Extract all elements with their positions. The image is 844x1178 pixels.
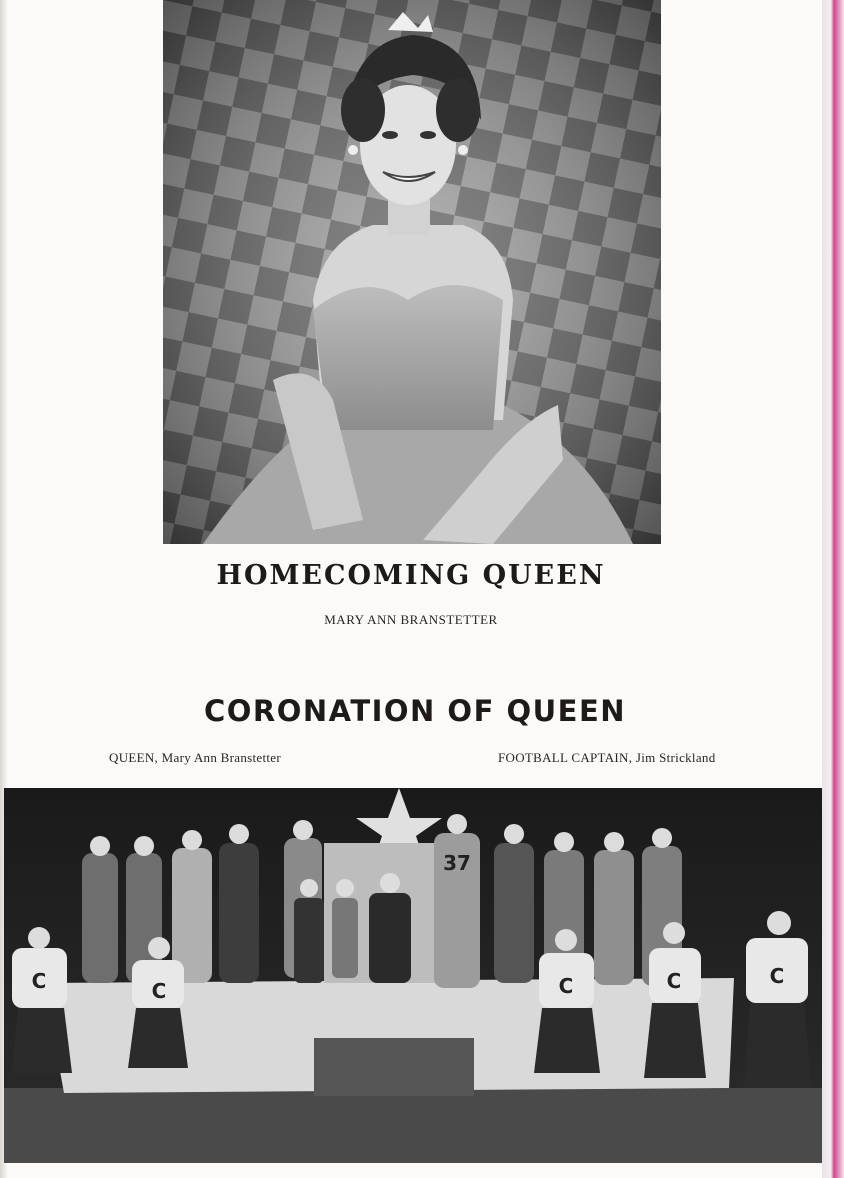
portrait-photo-icon [163,0,661,544]
sweater-letter-4: C [666,969,682,993]
homecoming-queen-name: MARY ANN BRANSTETTER [324,612,498,627]
group-photo-icon [4,788,822,1163]
jersey-number: 37 [443,851,471,875]
football-captain-caption: FOOTBALL CAPTAIN, Jim Strickland [498,750,716,765]
sweater-letter-1: C [31,969,47,993]
sweater-letter-3: C [558,974,574,998]
sweater-letter-2: C [151,979,167,1003]
homecoming-queen-portrait [163,0,661,544]
homecoming-queen-title: HOMECOMING QUEEN [216,560,606,591]
book-spine-edge [822,0,844,1178]
queen-caption: QUEEN, Mary Ann Branstetter [109,750,282,765]
sweater-letter-5: C [769,964,785,988]
coronation-title: CORONATION OF QUEEN [203,694,627,728]
coronation-group-photo [4,788,822,1163]
